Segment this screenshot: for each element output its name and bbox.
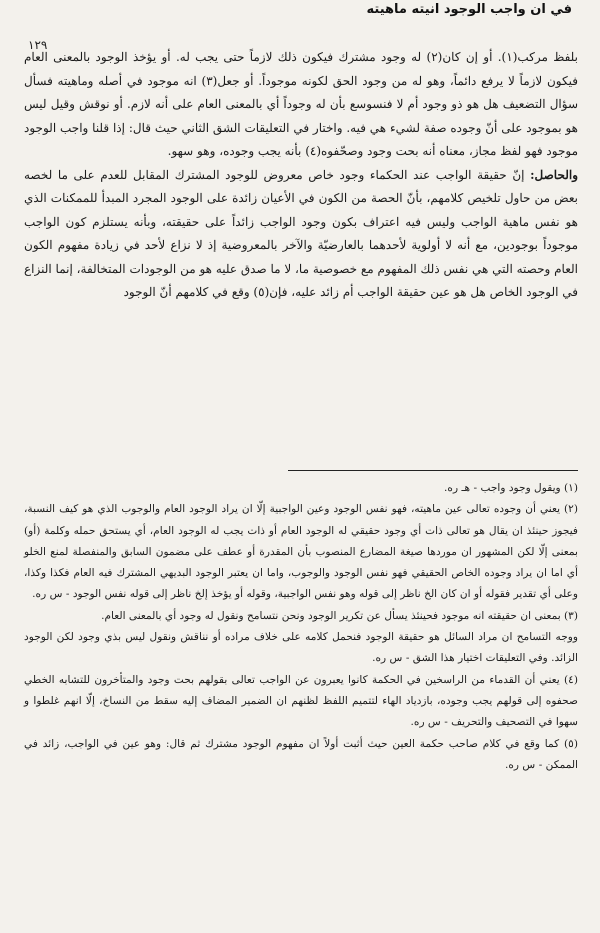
footnotes	[24, 478, 578, 776]
footnote-2: (٢) يعني أن وجوده تعالى عين ماهيته، فهو نفس الوجود وعين الواجبية إلّا ان يراد الوجود العام والوجوب الذي هو كيف النسبة، فيجوز حينئذ ان يقال هو تعالى ذات أي وجود حقيقي له الوجود العام أو ذات يجب له الوجود العام، أي يستحق حمله وكلمة (أو) بمعنى إلّا لكن المشهور ان موردها صيغة المضارع المنصوب بأن المقدرة أو عطف على مضمون السابق والمنفصلة لمنع الخلو أي اما ان يراد وجوده الخاص الحقيقي فهو نفس الوجود والوجوب، واما ان يعتبر الوجود البديهي المشترك فيه العام فكذا وكذا، وعلى أي تقدير فقوله أو ان كان الخ ناظر إلى قوله وهو نفس الواجبية، وقوله أو يؤخذ إلخ ناظر إلى قوله نفس الوجود - س ره.	[24, 503, 578, 601]
running-title: في ان واجب الوجود انيته ماهيته	[366, 2, 572, 17]
footnote-3-continued: ووجه التسامح ان مراد السائل هو حقيقة الوجود فنحمل كلامه على خلاف مراده أو نناقش ونقول ليس بذي وجود لكن الوجود الزائد. وفي التعليقات اختيار هذا الشق - س ره.	[24, 631, 578, 665]
paragraph-1: بلفظ مركب(١). أو إن كان(٢) له وجود مشترك فيكون ذلك لازماً حتى يجب له. أو يؤخذ الوجود بالمعنى العام فيكون لازماً لا يرفع دائماً، وهو له من وجود الحق لكونه موجوداً. أو جعل(٣) انه موجود في أصله وماهيته فسأل سؤال التضعيف هل هو ذو وجود أم لا فنسوسع بأن له وجوداً أي بالمعنى العام على أنه لازم. أو نوقش وقيل ليس هو بموجود على أنّ وجوده صفة لشيء هي فيه. واختار في التعليقات الشق الثاني حيث قال: إذا قلنا واجب الوجود موجود فهو لفظ مجاز، معناه أنه بحت وجود وصحّفوه(٤) بأنه يجب وجوده، وهو سهو.	[24, 50, 578, 158]
main-text	[24, 46, 578, 305]
footnote-separator	[288, 470, 578, 471]
page-number: ١٢٩	[28, 38, 48, 52]
paragraph-2-lead: والحاصل:	[530, 167, 578, 182]
footnote-5: (٥) كما وقع في كلام صاحب حكمة العين حيث أثبت أولاً ان مفهوم الوجود مشترك ثم قال: وهو عين في الواجب، زائد في الممكن - س ره.	[24, 737, 578, 771]
footnote-3: (٣) بمعنى ان حقيقته انه موجود فحينئذ يسأل عن تكرير الوجود ونحن نتسامح ونقول له وجود أي بالمعنى العام.	[101, 609, 578, 622]
running-head	[10, 0, 590, 30]
paragraph-2	[24, 164, 578, 305]
paragraph-2-text: إنّ حقيقة الواجب عند الحكماء وجود خاص معروض للوجود المشترك المقابل للعدم على ما لخصه بعض من حاول تلخيص كلامهم، بأنّ الحصة من الكون في الأعيان زائدة على الوجود المجرد المبدأ للممكنات الذي هو نفس ماهية الواجب وليس فيه اعتراف بكون وجود الواجب زائداً على حقيقته، وبأنه يستلزم كون الواجب موجوداً بوجودين، مع أنه لا أولوية لأحدهما بالعارضيّة والآخر بالمعروضية إذ لا نزاع لأحد في زيادة مفهوم الكون العام وحصته التي هي نفس ذلك المفهوم مع خصوصية ما، لا ما صدق عليه هو من الوجودات المتخالفة، إنما النزاع في الوجود الخاص هل هو عين حقيقة الواجب أم زائد عليه، فإن(٥) وقع في كلامهم أنّ الوجود	[24, 167, 578, 299]
footnote-1: (١) ويقول وجود واجب - هـ ره.	[444, 482, 578, 494]
footnote-4: (٤) يعني أن القدماء من الراسخين في الحكمة كانوا يعبرون عن الواجب تعالى بقولهم بحت وجود والمتأخرون للتشابه الخطي صحفوه إلى قولهم يجب وجوده، بازدياد الهاء لتتميم اللفظ لظنهم ان الضمير المضاف إليه سقط من النساخ، إلّا انهم غلطوا و سهوا في التصحيف والتحريف - س ره.	[24, 673, 578, 729]
